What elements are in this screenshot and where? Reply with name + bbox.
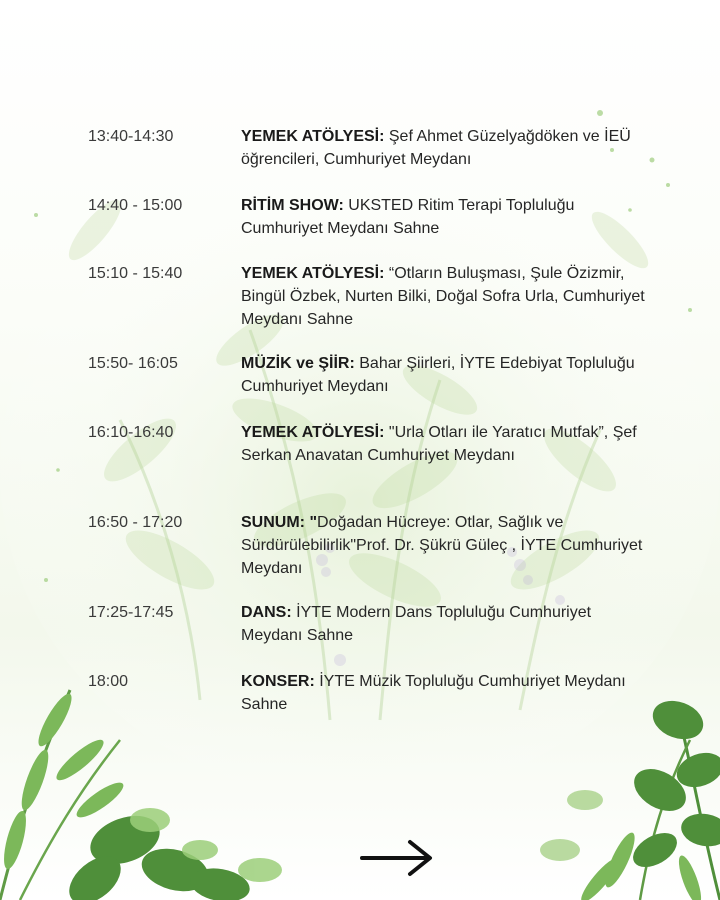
schedule-description — [241, 262, 651, 331]
schedule-details: “Otların Buluşması, Şule Özizmir, Bingül Özbek, Nurten Bilki, Doğal Sofra Urla, Cumhuriyet Meydanı Sahne — [241, 265, 645, 328]
schedule-category: DANS: — [241, 604, 292, 621]
schedule-category: YEMEK ATÖLYESİ: — [241, 265, 385, 282]
schedule-category: RİTİM SHOW: — [241, 197, 344, 214]
schedule-details: Bahar Şiirleri, İYTE Edebiyat Topluluğu Cumhuriyet Meydanı — [241, 355, 635, 395]
schedule-description — [241, 125, 651, 171]
arrow-right-icon[interactable] — [358, 836, 436, 880]
schedule-description — [241, 670, 651, 716]
schedule-category: KONSER: — [241, 673, 315, 690]
schedule-category: MÜZİK ve ŞİİR: — [241, 355, 355, 372]
schedule-time: 16:50 - 17:20 — [88, 514, 183, 531]
schedule-time: 18:00 — [88, 673, 129, 690]
schedule-time: 17:25-17:45 — [88, 604, 174, 621]
schedule-time: 16:10-16:40 — [88, 424, 174, 441]
schedule-details: Doğadan Hücreye: Otlar, Sağlık ve Sürdürülebilirlik"Prof. Dr. Şükrü Güleç , İYTE Cumhuriyet Meydanı — [241, 514, 643, 577]
schedule-details: UKSTED Ritim Terapi Topluluğu Cumhuriyet Meydanı Sahne — [241, 197, 575, 237]
schedule-description — [241, 601, 651, 647]
schedule-time: 15:50- 16:05 — [88, 355, 178, 372]
schedule-time: 15:10 - 15:40 — [88, 265, 183, 282]
schedule-category: SUNUM: " — [241, 514, 318, 531]
schedule-description — [241, 352, 651, 398]
schedule-details: İYTE Müzik Topluluğu Cumhuriyet Meydanı Sahne — [241, 673, 626, 713]
schedule-description — [241, 194, 651, 240]
schedule-category: YEMEK ATÖLYESİ: — [241, 424, 385, 441]
schedule-description — [241, 421, 651, 467]
schedule-category: YEMEK ATÖLYESİ: — [241, 128, 385, 145]
schedule-details: İYTE Modern Dans Topluluğu Cumhuriyet Meydanı Sahne — [241, 604, 592, 644]
schedule-time: 13:40-14:30 — [88, 128, 174, 145]
schedule-details: "Urla Otları ile Yaratıcı Mutfak”, Şef Serkan Anavatan Cumhuriyet Meydanı — [241, 424, 637, 464]
schedule-details: Şef Ahmet Güzelyağdöken ve İEÜ öğrencileri, Cumhuriyet Meydanı — [241, 128, 631, 168]
schedule-description — [241, 511, 651, 580]
schedule-time: 14:40 - 15:00 — [88, 197, 183, 214]
